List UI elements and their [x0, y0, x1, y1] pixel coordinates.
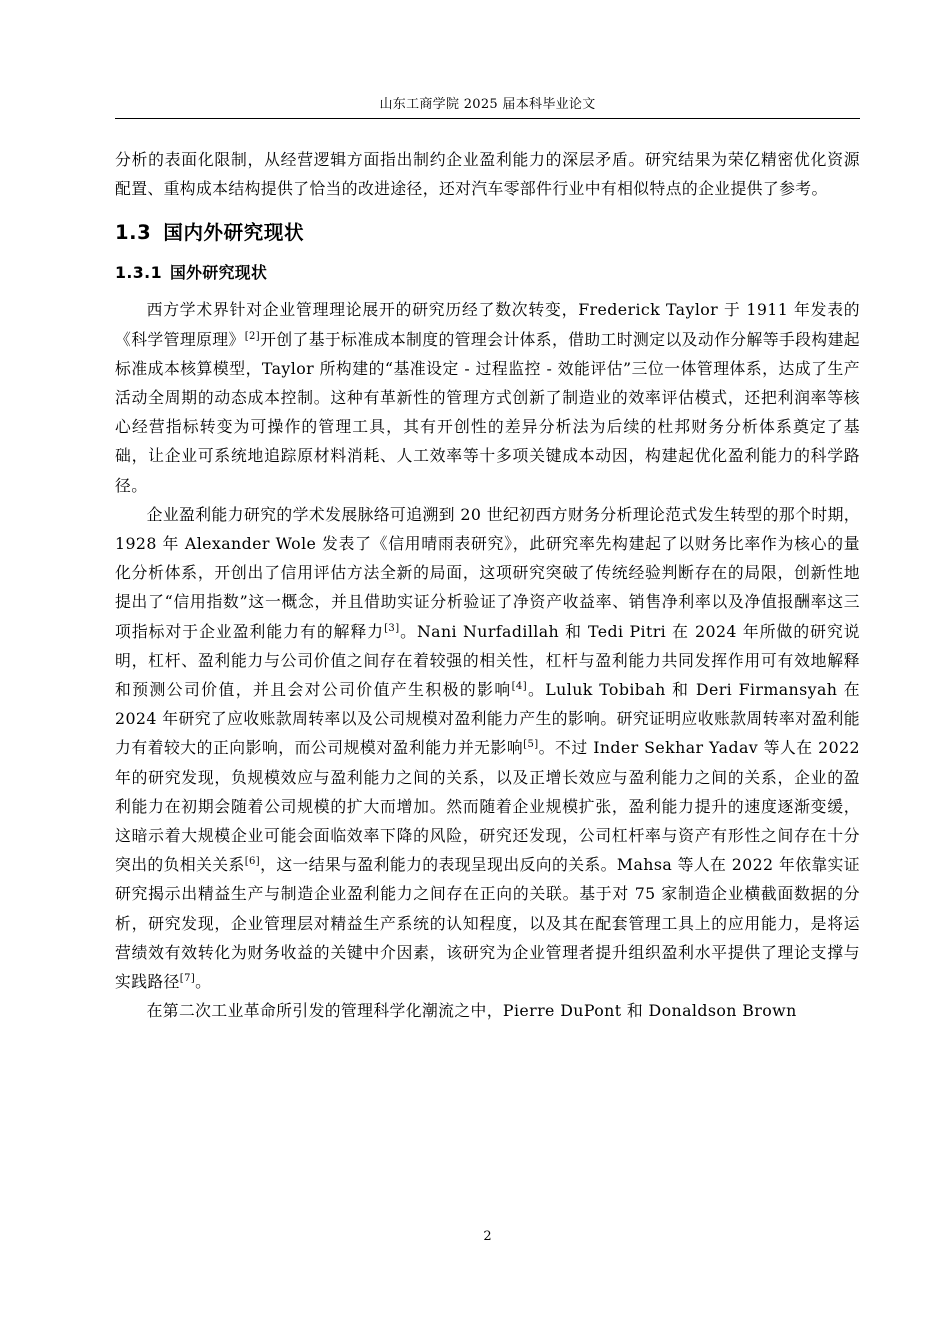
header-rule: [115, 118, 860, 119]
paragraph-taylor: [115, 295, 860, 499]
citation-5: [5]: [523, 739, 539, 751]
text-run: 。不过 Inder Sekhar Yadav 等人在 2022 年的研究发现，负规模效应与盈利能力之间的关系，以及正增长效应与盈利能力之间的关系，企业的盈利能力在初期会随着公司规模的扩大而增加。然而随着企业规模扩张，盈利能力提升的速度逐渐变缓，这暗示着大规模企业可能会面临效率下降的风险，研究还发现，公司杠杆率与资产有形性之间存在十分突出的负相关关系: [115, 738, 860, 875]
citation-3: [3]: [384, 622, 400, 634]
text-run: 开创了基于标准成本制度的管理会计体系，借助工时测定以及动作分解等手段构建起标准成本核算模型，Taylor 所构建的“基准设定 - 过程监控 - 效能评估”三位一体管理体系，达成了生产活动全周期的动态成本控制。这种有革新性的管理方式创新了制造业的效率评估模式，还把利润率等核心经营指标转变为可操作的管理工具，其有开创性的差异分析法为后续的杜邦财务分析体系奠定了基础，让企业可系统地追踪原材料消耗、人工效率等十多项关键成本动因，构建起优化盈利能力的科学路径。: [115, 329, 860, 495]
subsection-number: 1.3.1: [115, 263, 162, 283]
running-header: 山东工商学院 2025 届本科毕业论文: [379, 97, 596, 112]
text-run: ，这一结果与盈利能力的表现呈现出反向的关系。Mahsa 等人在 2022 年依靠实证研究揭示出精益生产与制造企业盈利能力之间存在正向的关联。基于对 75 家制造企业横截面数据的分析，研究发现，企业管理层对精益生产系统的认知程度，以及其在配套管理工具上的应用能力，是将运营绩效有效转化为财务收益的关键中介因素，该研究为企业管理者提升组织盈利水平提供了理论支撑与实践路径: [115, 855, 861, 992]
citation-2: [2]: [244, 330, 261, 342]
section-heading: [115, 216, 860, 250]
citation-6: [6]: [244, 856, 261, 868]
citation-7: [7]: [179, 973, 196, 985]
text-run: 西方学术界针对企业管理理论展开的研究历经了数次转变，Frederick Taylor 于 1911 年发表的《科学管理原理》: [115, 300, 860, 349]
paragraph-profitability-research: [115, 500, 860, 996]
text-run: 。Luluk Tobibah 和 Deri Firmansyah 在 2024 年研究了应收账款周转率以及公司规模对盈利能力产生的影响。研究证明应收账款周转率对盈利能力有着较大的正向影响，而公司规模对盈利能力并无影响: [115, 680, 861, 758]
subsection-title: 国外研究现状: [169, 263, 268, 283]
citation-4: [4]: [511, 681, 527, 693]
text-run: 。: [195, 972, 212, 992]
intro-paragraph: 分析的表面化限制，从经营逻辑方面指出制约企业盈利能力的深层矛盾。研究结果为荣亿精密优化资源配置、重构成本结构提供了恰当的改进途径，还对汽车零部件行业中有相似特点的企业提供了参考。: [115, 150, 860, 199]
text-run: 企业盈利能力研究的学术发展脉络可追溯到 20 世纪初西方财务分析理论范式发生转型的那个时期，1928 年 Alexander Wole 发表了《信用晴雨表研究》，此研究率先构建起了以财务比率作为核心的量化分析体系，开创出了信用评估方法全新的局面，这项研究突破了传统经验判断存在的局限，创新性地提出了“信用指数”这一概念，并且借助实证分析验证了净资产收益率、销售净利率以及净值报酬率这三项指标对于企业盈利能力有的解释力: [115, 504, 860, 641]
section-title: 国内外研究现状: [163, 221, 305, 245]
section-number: 1.3: [115, 221, 152, 245]
text-run: 。Nani Nurfadillah 和 Tedi Pitri 在 2024 年所做的研究说明，杠杆、盈利能力与公司价值之间存在着较强的相关性，杠杆与盈利能力共同发挥作用可有效地解释和预测公司价值，并且会对公司价值产生积极的影响: [115, 621, 860, 700]
paragraph-dupont: 在第二次工业革命所引发的管理科学化潮流之中，Pierre DuPont 和 Donaldson Brown: [146, 1001, 797, 1021]
subsection-heading: [115, 260, 860, 286]
page-body: [115, 145, 860, 1025]
page-number: 2: [483, 1229, 492, 1244]
